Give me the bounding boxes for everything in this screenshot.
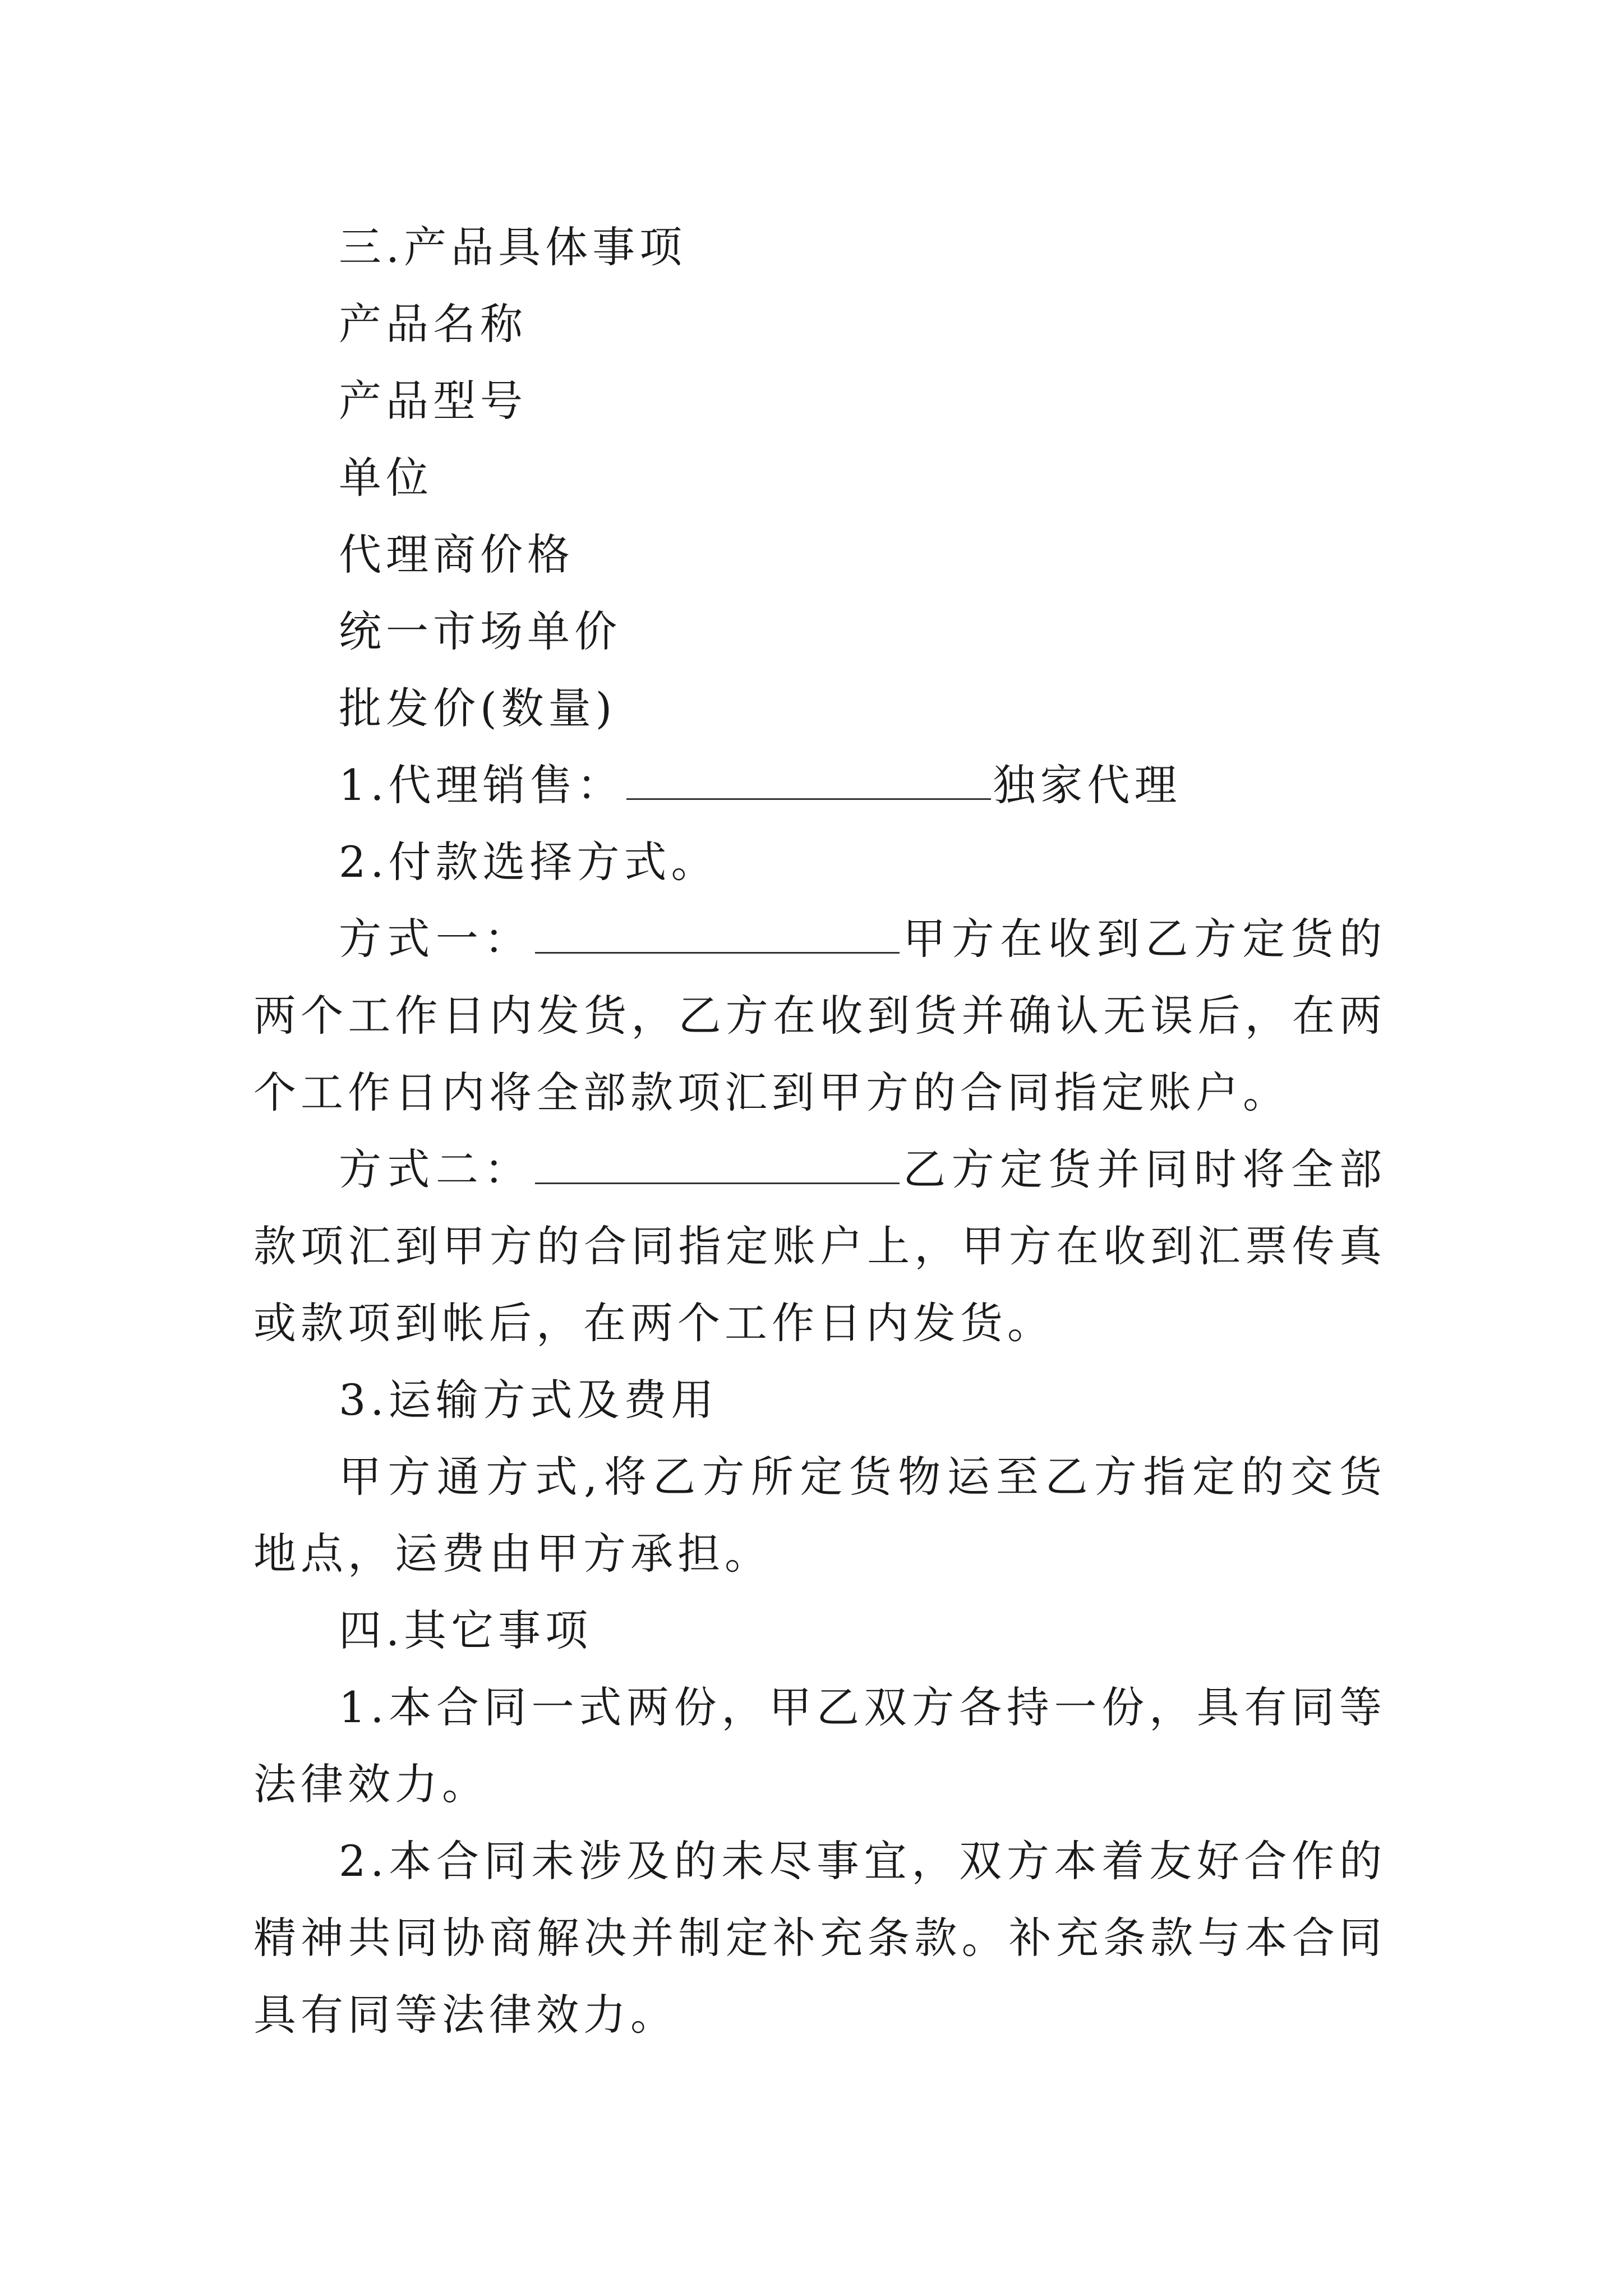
product-name-label: 产品名称	[339, 299, 527, 349]
wholesale-price-label: 批发价(数量)	[339, 683, 617, 733]
payment-method-2	[253, 1131, 1386, 1361]
payment-method-2-text: 乙方定货并同时将全部款项汇到甲方的合同指定账户上，甲方在收到汇票传真或款项到帐后，在两个工作日内发货。	[253, 1144, 1387, 1348]
item-payment-methods: 2.付款选择方式。	[339, 837, 718, 887]
payment-method-1-prefix: 方式一：	[339, 914, 533, 964]
document-body	[253, 209, 1386, 2053]
payment-method-2-prefix: 方式二：	[339, 1144, 533, 1194]
agent-price-label: 代理商价格	[339, 530, 574, 579]
fill-in-blank	[626, 762, 991, 800]
transport-text: 甲方通方式,将乙方所定货物运至乙方指定的交货地点，运费由甲方承担。	[253, 1452, 1386, 1579]
unit-label: 单位	[339, 453, 433, 503]
payment-method-1-text: 甲方在收到乙方定货的两个工作日内发货，乙方在收到货并确认无误后，在两个工作日内将全部款项汇到甲方的合同指定账户。	[253, 914, 1387, 1117]
item-agent-sales	[253, 747, 1386, 823]
item-agent-sales-suffix: 独家代理	[993, 760, 1182, 810]
section-4-title: 四.其它事项	[339, 1605, 593, 1655]
section-3-title: 三.产品具体事项	[339, 222, 687, 272]
market-unit-price-label: 统一市场单价	[339, 606, 621, 656]
payment-method-1	[253, 900, 1386, 1131]
item-agent-sales-prefix: 1.代理销售：	[339, 760, 624, 810]
clause-1: 1.本合同一式两份，甲乙双方各持一份，具有同等法律效力。	[253, 1682, 1386, 1809]
fill-in-blank	[535, 1147, 900, 1184]
fill-in-blank	[535, 916, 900, 954]
product-model-label: 产品型号	[339, 376, 527, 426]
clause-2: 2.本合同未涉及的未尽事宜，双方本着友好合作的精神共同协商解决并制定补充条款。补充条款与本合同具有同等法律效力。	[253, 1836, 1386, 2040]
item-transport: 3.运输方式及费用	[339, 1375, 718, 1425]
